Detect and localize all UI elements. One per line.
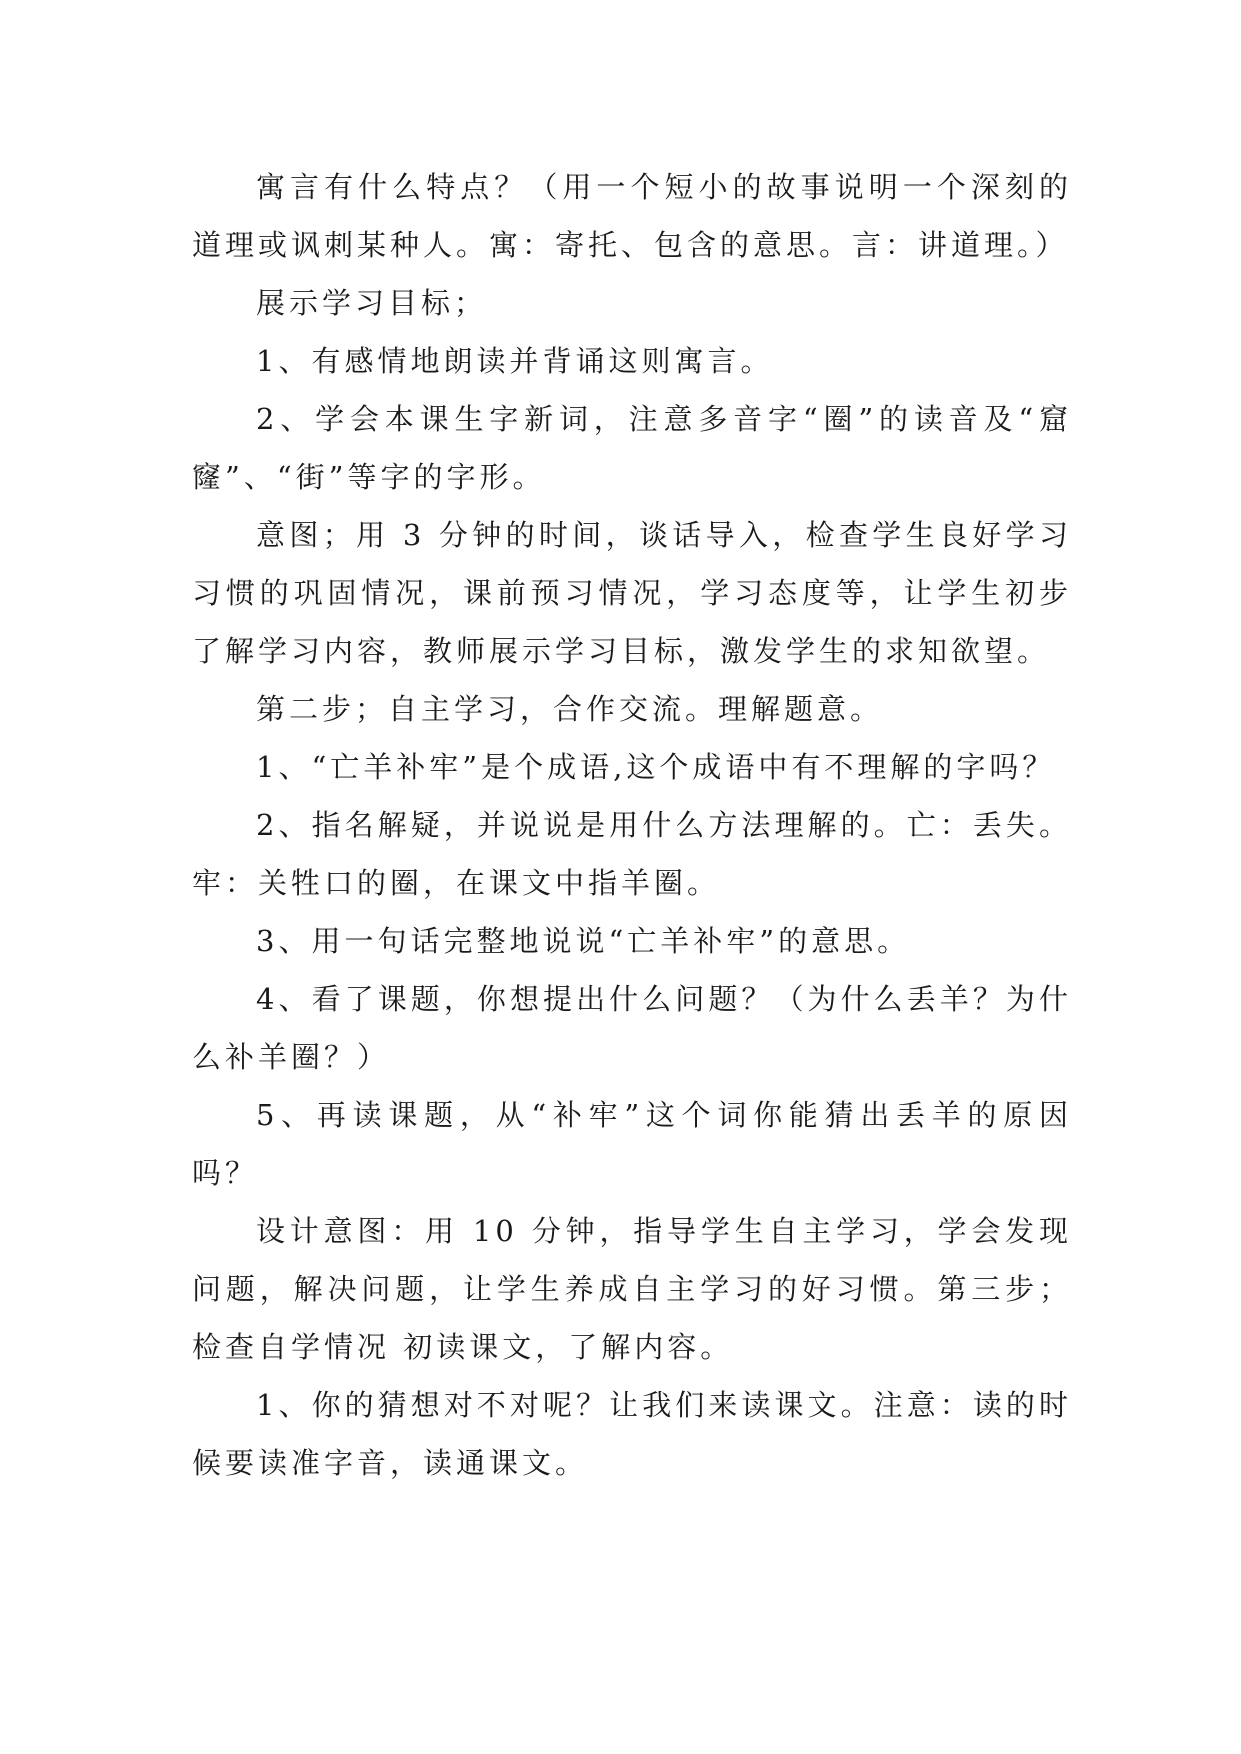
paragraph-step-2: 第二步；自主学习，合作交流。理解题意。 bbox=[256, 692, 884, 726]
document-body bbox=[192, 158, 1072, 1492]
paragraph-step-2-item-4: 4、看了课题，你想提出什么问题？（为什么丢羊？为什么补羊圈？） bbox=[192, 982, 1072, 1074]
paragraph-step-3-item-1: 1、你的猜想对不对呢？让我们来读课文。注意：读的时候要读准字音，读通课文。 bbox=[192, 1388, 1072, 1480]
paragraph-feature-question: 寓言有什么特点？（用一个短小的故事说明一个深刻的道理或讽刺某种人。寓：寄托、包含的意思。言：讲道理。） bbox=[192, 170, 1072, 262]
paragraph-step-2-item-2: 2、指名解疑，并说说是用什么方法理解的。亡：丢失。牢：关牲口的圈，在课文中指羊圈。 bbox=[192, 808, 1072, 900]
paragraph-goal-2: 2、学会本课生字新词，注意多音字“圈”的读音及“窟窿”、“街”等字的字形。 bbox=[192, 402, 1072, 494]
paragraph-show-goals: 展示学习目标； bbox=[256, 286, 488, 320]
paragraph-step-2-item-3: 3、用一句话完整地说说“亡羊补牢”的意思。 bbox=[256, 924, 911, 958]
paragraph-intent-1: 意图；用 3 分钟的时间，谈话导入，检查学生良好学习习惯的巩固情况，课前预习情况，学习态度等，让学生初步了解学习内容，教师展示学习目标，激发学生的求知欲望。 bbox=[192, 518, 1072, 668]
paragraph-goal-1: 1、有感情地朗读并背诵这则寓言。 bbox=[256, 344, 774, 378]
paragraph-intent-2: 设计意图：用 10 分钟，指导学生自主学习，学会发现问题，解决问题，让学生养成自主学习的好习惯。第三步；检查自学情况 初读课文，了解内容。 bbox=[192, 1214, 1072, 1364]
paragraph-step-2-item-1: 1、“亡羊补牢”是个成语,这个成语中有不理解的字吗？ bbox=[256, 750, 1056, 784]
paragraph-step-2-item-5: 5、再读课题，从“补牢”这个词你能猜出丢羊的原因吗？ bbox=[192, 1098, 1072, 1190]
